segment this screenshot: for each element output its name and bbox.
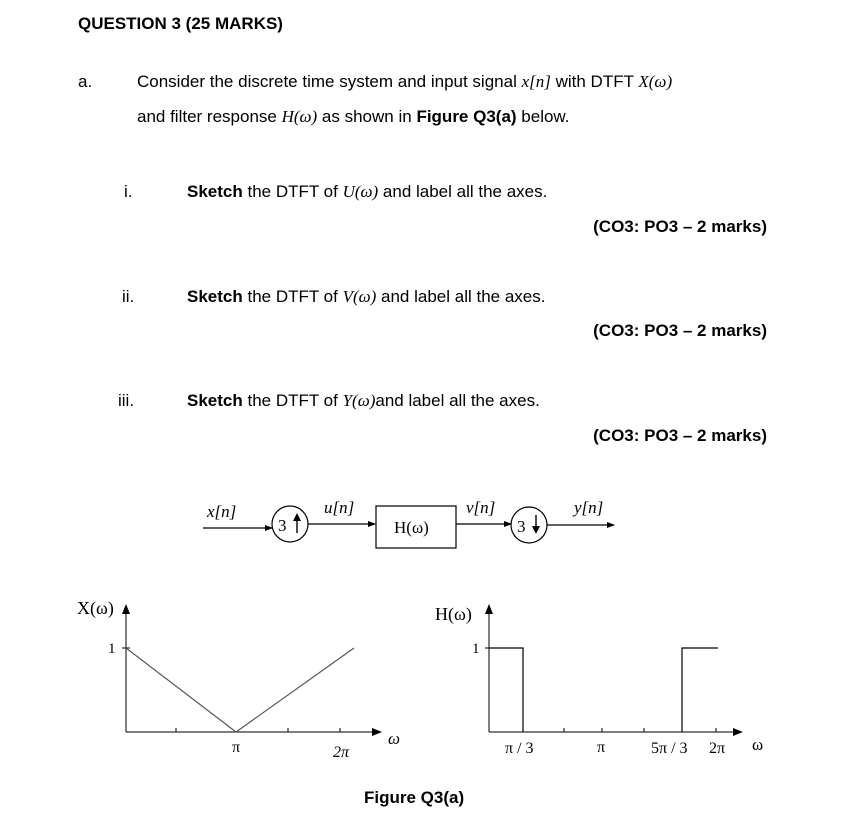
X-ylabel: X(ω) [77, 598, 114, 618]
subpart-text: the DTFT of [242, 182, 343, 201]
sketch-verb: Sketch [187, 287, 243, 306]
X-2pi-label: 2π [333, 744, 350, 761]
part-a-line1 [137, 72, 672, 92]
subpart-text: and label all the axes. [378, 182, 548, 201]
H-ylabel: H(ω) [435, 604, 472, 624]
figure-caption: Figure Q3(a) [364, 788, 465, 807]
subpart-i-text [187, 182, 547, 202]
X-pi-label: π [232, 739, 241, 756]
subpart-text: the DTFT of [242, 391, 343, 410]
subpart-iii-label: iii. [118, 391, 135, 410]
input-label: x[n] [207, 502, 237, 521]
part-a-text: with DTFT [550, 72, 639, 91]
subpart-ii-text [187, 287, 545, 307]
subpart-i-label: i. [124, 182, 133, 201]
up-arrow-head-icon [293, 513, 301, 521]
H-y-axis-arrow-icon [485, 604, 493, 614]
subpart-iii-marks: (CO3: PO3 – 2 marks) [593, 426, 767, 445]
subpart-text: and label all the axes. [376, 287, 546, 306]
Uw-symbol: U(ω) [342, 182, 379, 201]
part-a-text: below. [516, 107, 570, 126]
part-a-line2 [137, 107, 570, 127]
plot-X [60, 590, 420, 770]
Hw-symbol: H(ω) [281, 107, 318, 126]
sketch-verb: Sketch [187, 391, 243, 410]
sketch-verb: Sketch [187, 182, 243, 201]
figure-ref: Figure Q3(a) [416, 107, 517, 126]
question-heading: QUESTION 3 (25 MARKS) [78, 14, 283, 33]
v-label: v[n] [466, 498, 496, 517]
u-label: u[n] [324, 498, 355, 517]
H-2pi-label: 2π [709, 740, 726, 757]
upsampler-factor: 3 [278, 516, 287, 535]
filter-label: H(ω) [394, 518, 429, 537]
H-omega-label: ω [752, 735, 764, 754]
plot-H [420, 590, 780, 770]
subpart-text: and label all the axes. [375, 391, 540, 410]
part-a-text: as shown in [317, 107, 417, 126]
part-a-text: and filter response [137, 107, 282, 126]
output-label: y[n] [574, 498, 604, 517]
X-spectrum-line [126, 648, 354, 732]
Yw-symbol: Y(ω) [342, 391, 376, 410]
subpart-ii-marks: (CO3: PO3 – 2 marks) [593, 321, 767, 340]
H-5pi3-label: 5π / 3 [651, 740, 688, 757]
H-pi-label: π [597, 739, 606, 756]
subpart-i-marks: (CO3: PO3 – 2 marks) [593, 217, 767, 236]
subpart-iii-text [187, 391, 540, 411]
block-diagram [0, 480, 845, 560]
subpart-text: the DTFT of [242, 287, 343, 306]
downsampler-factor: 3 [517, 517, 526, 536]
part-a-label: a. [78, 72, 93, 91]
X-y-axis-arrow-icon [122, 604, 130, 614]
H-x-axis-arrow-icon [733, 728, 743, 736]
part-a-text: Consider the discrete time system and input signal [137, 72, 522, 91]
H-passband-low [489, 648, 523, 732]
subpart-ii-label: ii. [122, 287, 135, 306]
H-one-label: 1 [472, 641, 480, 657]
down-arrow-head-icon [532, 526, 540, 534]
Xw-symbol: X(ω) [638, 72, 673, 91]
X-x-axis-arrow-icon [372, 728, 382, 736]
X-omega-label: ω [388, 729, 401, 748]
H-passband-high [682, 648, 718, 732]
xn-symbol: x[n] [521, 72, 551, 91]
Vw-symbol: V(ω) [342, 287, 377, 306]
X-one-label: 1 [108, 641, 116, 657]
H-pi3-label: π / 3 [505, 740, 534, 757]
